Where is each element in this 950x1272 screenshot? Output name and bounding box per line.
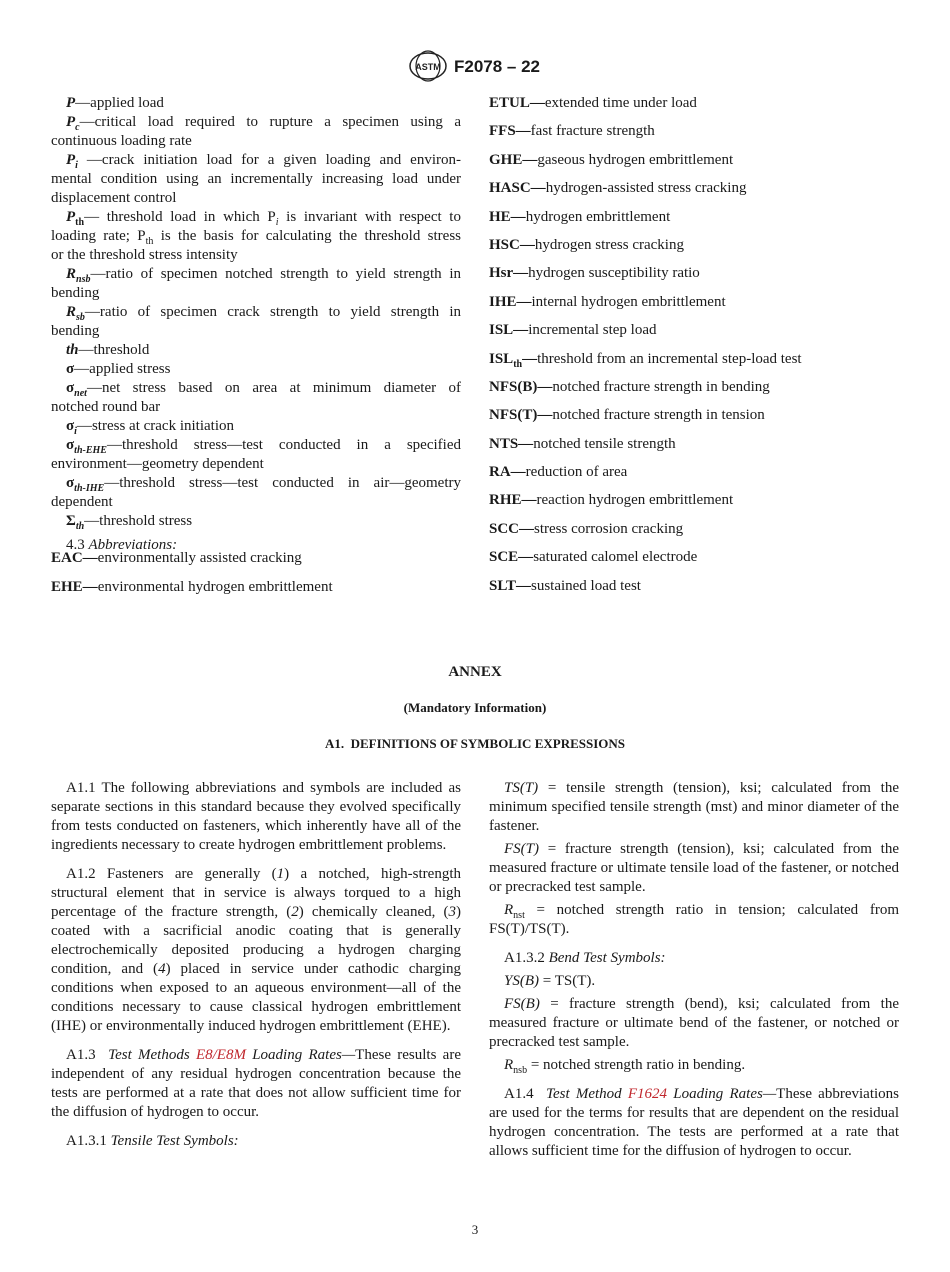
abbrev-item: HSC—hydrogen stress cracking [489,236,684,253]
symbol-def-cont: mental condition using an incrementally increasing load under [51,171,461,187]
symbol-def: $P_{th}—$ threshold load in which $P_i$ is invariant with respect to [66,209,461,228]
abbrev-item: NFS(T)—notched fracture strength in tension [489,407,765,424]
symbol-def-cont: or the threshold stress intensity [51,247,238,263]
abbrev-item: HE—hydrogen embrittlement [489,208,671,225]
abbrev-item: SLT—sustained load test [489,577,641,594]
paragraph-a1-3-1: A1.3.1 Tensile Test Symbols: [66,1133,239,1149]
abbrev-item: EAC—environmentally assisted cracking [51,550,302,566]
annex-subtitle: (Mandatory Information) [403,700,547,715]
abbrev-item: NTS—notched tensile strength [489,435,676,452]
symbol-def: $P_c—critical$ load required to rupture a specimen using a [66,114,461,133]
symbol-def: $\sigma_i—stress$ at crack initiation [66,418,234,437]
paragraph-a1-2: A1.2 Fasteners are generally (1) a notched, high-strength structural element that in service is always torqued to a high percentage of the fracture strength, (2) chemically cleaned, (3) coated with a sacrificial anodic coating that is generally electrochemically deposited producing a hydrogen charging condition, and (4) placed in service under cathodic charging conditions when exposed to an aqueous environment—all of the conditions necessary to cause classical hydrogen embrittlement (IHE) or environmentally induced hydrogen embrittlement (EHE). [51,866,462,1034]
astm-logo-icon [408,50,448,82]
symbol-def: th—threshold [66,342,150,358]
annex-section-heading: A1. DEFINITIONS OF SYMBOLIC EXPRESSIONS [324,736,626,751]
symbol-def: $R_{nsb}—ratio$ of specimen notched strength to yield strength in [66,266,461,285]
symbol-def: $\Sigma_{th}—threshold$ stress [66,513,193,532]
abbrev-item: RA—reduction of area [489,464,628,481]
annex-left-column [51,779,461,1151]
page-number: 3 [471,1222,479,1237]
symbol-def: $\sigma_{th-IHE}—threshold$ stress—test conducted in air—geometry [66,475,461,494]
def-r-nsb: $R_{nsb}$ = notched strength ratio in bending. [504,1057,746,1076]
symbol-def-cont: loading rate; $P_{th}$ is the basis for calculating the threshold stress [51,228,461,247]
def-fs-b: FS(B) = fracture strength (bend), ksi; calculated from the measured fracture or ultimate bend of the fastener, or notched or precracked test sample. [489,996,899,1050]
symbol-def: $P_i$ —crack initiation load for a given loading and environ- [66,152,461,171]
abbrev-item: NFS(B)—notched fracture strength in bending [489,378,770,395]
e8-e8m-link[interactable]: E8/E8M [195,1047,246,1063]
abbrev-item: ISL—incremental step load [489,322,657,339]
abbrev-item: Hsr—hydrogen susceptibility ratio [489,265,700,282]
symbol-def: P—applied load [66,95,164,111]
annex-right-column [489,779,899,1161]
symbol-def-cont: continuous loading rate [51,133,192,149]
paragraph-a1-1: A1.1 The following abbreviations and symbols are included as separate sections in this standard because they evolved specifically from tests conducted on fasteners, which inherently have all of the ingredients necessary to create hydrogen embrittlement problems. [51,780,461,853]
page-header [408,50,548,82]
symbol-def: σ—applied stress [66,361,171,377]
symbol-def-cont: bending [51,285,100,301]
paragraph-a1-3-2: A1.3.2 Bend Test Symbols: [504,950,666,966]
symbol-def: $\sigma_{net}—net$ stress based on area at minimum diameter of [66,380,461,399]
abbrev-item: HASC—hydrogen-assisted stress cracking [489,180,747,197]
symbol-def-cont: bending [51,323,100,339]
abbrev-item: FFS—fast fracture strength [489,123,655,140]
symbol-def-cont: dependent [51,494,113,510]
abbrev-item: ETUL—extended time under load [489,95,697,111]
abbrev-item: SCC—stress corrosion cracking [489,520,684,537]
symbol-def-cont: environment—geometry dependent [51,456,264,472]
symbol-def-cont: notched round bar [51,399,161,415]
def-ts-t: TS(T) = tensile strength (tension), ksi; calculated from the minimum specified tensile strength (mst) and minor diameter of the fastener. [489,780,899,834]
def-fs-t: FS(T) = fracture strength (tension), ksi; calculated from the measured fracture or ultimate tensile load of the fastener, or notched or precracked test sample. [489,841,899,895]
annex-title: ANNEX [448,664,502,680]
document-designation: F2078 – 22 [454,57,541,76]
paragraph-a1-3: A1.3 Test Methods E8/E8M Loading Rates—These results are independent of any residual hydrogen concentration because the tests are performed at a rate that does not allow sufficient time for the diffusion of hydrogen to occur. [51,1047,461,1120]
svg-text:ASTM: ASTM [415,62,441,72]
def-r-nst: $R_{nst}$ = notched strength ratio in tension; calculated from FS(T)/TS(T). [489,902,899,937]
paragraph-a1-4: A1.4 Test Method F1624 Loading Rates—These abbreviations are used for the terms for results that are dependent on the residual hydrogen concentration. The tests are performed at a rate that allows sufficient time for the diffusion of hydrogen to occur. [489,1086,899,1159]
f1624-link[interactable]: F1624 [627,1086,668,1102]
abbreviations-heading: 4.3 Abbreviations: [66,537,178,553]
def-ys-b: YS(B) = TS(T). [504,973,596,989]
abbrev-item: RHE—reaction hydrogen embrittlement [489,492,734,509]
abbrev-item: EHE—environmental hydrogen embrittlement [51,579,333,595]
symbol-def: $R_{sb}—ratio$ of specimen crack strength to yield strength in [66,304,461,323]
abbrev-item: GHE—gaseous hydrogen embrittlement [489,151,734,168]
symbols-list-left [51,94,461,555]
abbrev-item: SCE—saturated calomel electrode [489,549,698,566]
symbol-def: $\sigma_{th-EHE}—threshold$ stress—test conducted in a specified [66,437,461,456]
abbrev-item: IHE—internal hydrogen embrittlement [489,293,726,310]
abbrev-item: $ISL_{th}—threshold$ from an incremental step-load test [489,350,802,370]
abbrev-list-right [489,94,909,605]
symbol-def-cont: displacement control [51,190,177,206]
